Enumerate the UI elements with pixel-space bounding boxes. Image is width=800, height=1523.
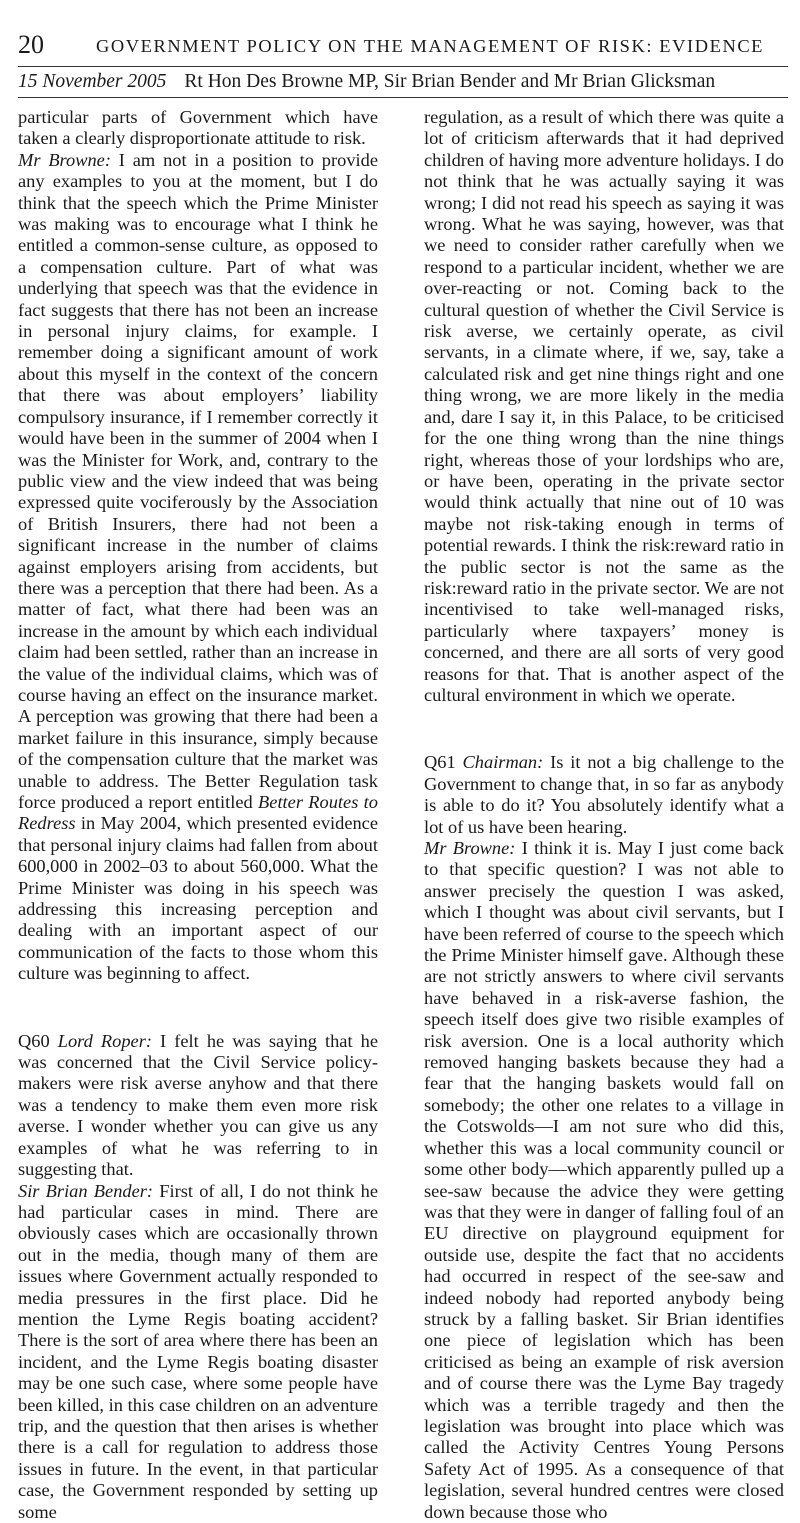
running-title: GOVERNMENT POLICY ON THE MANAGEMENT OF RISK: EVIDENCE <box>96 34 764 58</box>
question-number: Q61 <box>424 752 456 772</box>
paragraph-text: in May 2004, which presented evidence that personal injury claims had fallen from about 600,000 in 2002–03 to about 560,000. What the Prime Minister was doing in his speech was addressing this increasing perception and dealing with an important aspect of our communication of the facts to those whom this culture was beginning to affect. <box>18 813 378 983</box>
right-column <box>424 107 784 1523</box>
paragraph <box>18 150 378 985</box>
paragraph <box>18 1181 378 1523</box>
paragraph-text: particular parts of Government which have taken a clearly disproportionate attitude to risk. <box>18 107 378 148</box>
question-number: Q60 <box>18 1031 50 1051</box>
paragraph <box>424 107 784 706</box>
paragraph-text: First of all, I do not think he had particular cases in mind. There are obviously cases which are occasionally thrown out in the media, though many of them are issues where Government actually responded to media pressures in the first place. Did he mention the Lyme Regis boating accident? There is the sort of area where there has been an incident, and the Lyme Regis boating disaster may be one such case, where some people have been killed, in this case children on an adventure trip, and the question that then arises is whether there is a call for regulation to address those issues in future. In the event, in that particular case, the Government responded by setting up some <box>18 1181 378 1522</box>
question-paragraph <box>424 752 784 838</box>
paragraph-text: Is it not a big challenge to the Government to change that, in so far as anybody is able to do it? You absolutely identify what a lot of us have been hearing. <box>424 752 784 836</box>
paragraph-text: I felt he was saying that he was concerned that the Civil Service policy-makers were risk averse anyhow and that there was a tendency to make them even more risk averse. I wonder whether you can give us any examples of what he was referring to in suggesting that. <box>18 1031 378 1179</box>
paragraph-text: I think it is. May I just come back to that specific question? I was not able to answer precisely the question I was asked, which I thought was about civil servants, but I have been referred of course to the speech which the Prime Minister himself gave. Although these are not strictly answers to where civil servants have behaved in a risk-averse fashion, the speech itself does give two risible examples of risk aversion. One is a local authority which removed hanging baskets because they had a fear that the hanging baskets would fall on somebody; the other one relates to a village in the Cotswolds—I am not sure who did this, whether this was a local community council or some other body—which apparently pulled up a see-saw because the advice they were getting was that they were in danger of falling foul of an EU directive on playground equipment for outside use, despite the fact that no accidents had occurred in respect of the see-saw and indeed nobody had reported anybody being struck by a falling basket. Sir Brian identifies one piece of legislation which has been criticised as being an example of risk aversion and of course there was the Lyme Bay tragedy which was a terrible tragedy and then the legislation was brought into place which was called the Activity Centres Young Persons Safety Act of 1995. As a consequence of that legislation, several hundred centres were closed down because those who <box>424 838 784 1522</box>
paragraph <box>18 107 378 150</box>
section-gap <box>424 706 784 752</box>
page-number: 20 <box>18 30 44 60</box>
speaker-name: Chairman: <box>463 752 544 772</box>
header-rule-bottom <box>18 97 788 98</box>
running-head <box>18 30 788 60</box>
speaker-name: Mr Browne: <box>424 838 515 858</box>
paragraph-text: regulation, as a result of which there was quite a lot of criticism afterwards that it had deprived children of having more adventure holidays. I do not think that he was actually saying it was wrong; I did not read his speech as saying it was wrong. What he was saying, however, was that we need to consider rather carefully when we respond to a particular incident, whether we are over-reacting or not. Coming back to the cultural question of whether the Civil Service is risk averse, we certainly operate, as civil servants, in a climate where, if we, say, take a calculated risk and get nine things right and one thing wrong, we are more likely in the media and, dare I say it, in this Palace, to be criticised for the one thing wrong than the nine things right, whereas those of your lordships who are, or have been, operating in the private sector would think actually that nine out of 10 was maybe not risk-taking enough in terms of potential rewards. I think the risk:reward ratio in the public sector is not the same as the risk:reward ratio in the private sector. We are not incentivised to take well-managed risks, particularly where taxpayers’ money is concerned, and there are all sorts of very good reasons for that. That is another aspect of the cultural environment in which we operate. <box>424 107 784 705</box>
left-column <box>18 107 378 1523</box>
speaker-name: Mr Browne: <box>18 150 111 170</box>
witness-names: Rt Hon Des Browne MP, Sir Brian Bender and Mr Brian Glicksman <box>184 71 715 92</box>
speaker-name: Sir Brian Bender: <box>18 1181 153 1201</box>
report-title: Better Routes to Redress <box>18 792 378 833</box>
speaker-name: Lord Roper: <box>58 1031 152 1051</box>
hearing-date: 15 November 2005 <box>18 71 166 92</box>
paragraph <box>424 838 784 1523</box>
question-paragraph <box>18 1031 378 1181</box>
paragraph-text: I am not in a position to provide any examples to you at the moment, but I do think that the speech which the Prime Minister was making was to encourage what I think he entitled a common-sense culture, as opposed to a compensation culture. Part of what was underlying that speech was that the evidence in fact suggests that there has not been an increase in personal injury claims, for example. I remember doing a significant amount of work about this myself in the context of the concern that there was about employers’ liability compulsory insurance, if I remember correctly it would have been in the summer of 2004 when I was the Minister for Work, and, contrary to the public view and the view indeed that was being expressed quite vociferously by the Association of British Insurers, there had not been a significant increase in the number of claims against employers arising from accidents, but there was a perception that there had been. As a matter of fact, what there had been was an increase in the amount by which each individual claim had been settled, rather than an increase in the value of the individual claims, which was of course having an effect on the insurance market. A perception was growing that there had been a market failure in this insurance, simply because of the compensation culture that the market was unable to address. The Better Regulation task force produced a report entitled <box>18 150 378 812</box>
section-gap <box>18 985 378 1031</box>
header-rule-top <box>18 66 788 67</box>
witness-line <box>18 70 788 94</box>
